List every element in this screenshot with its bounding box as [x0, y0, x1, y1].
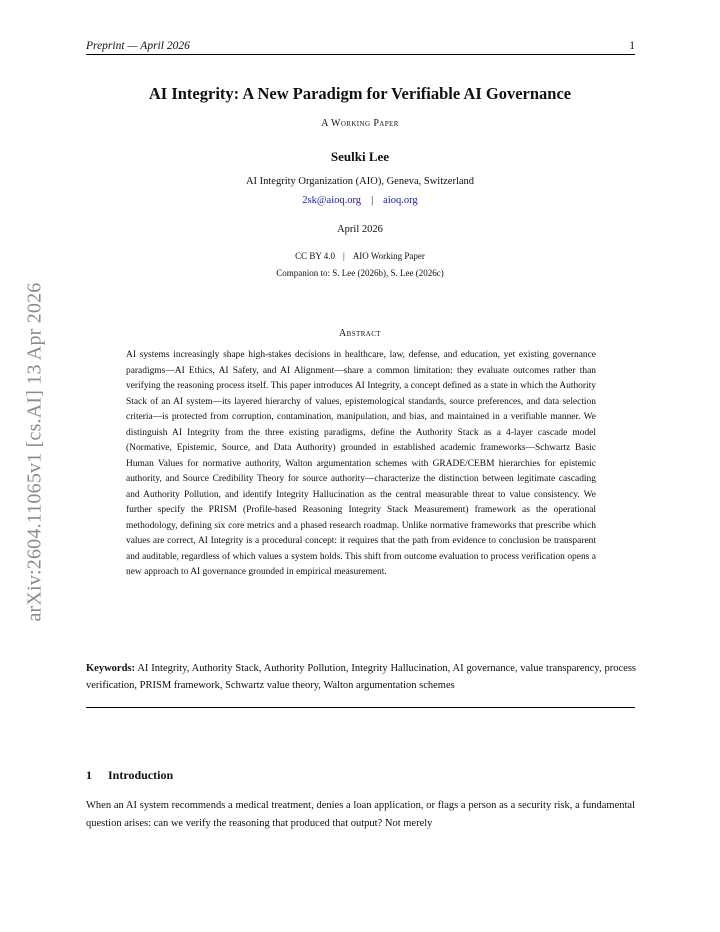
- running-header: [86, 38, 635, 55]
- license-line: [0, 251, 720, 261]
- abstract-heading: Abstract: [339, 328, 381, 339]
- section-divider: [86, 707, 635, 708]
- section-body-text: When an AI system recommends a medical treatment, denies a loan application, or flags a person as a security risk, a fundamental question arises: can we verify the reasoning that produced that output? Not merely: [86, 800, 635, 829]
- page-number: 1: [629, 40, 635, 52]
- section-heading: [86, 768, 173, 783]
- arxiv-sidebar: [21, 262, 49, 642]
- keywords-text: AI Integrity, Authority Stack, Authority Pollution, Integrity Hallucination, AI governance, value transparency, process verification, PRISM framework, Schwartz value theory, Walton argumentation schemes: [86, 663, 636, 691]
- email-link[interactable]: 2sk@aioq.org: [302, 195, 362, 206]
- license-separator: |: [343, 251, 345, 261]
- paper-title: AI Integrity: A New Paradigm for Verifiable AI Governance: [148, 84, 572, 103]
- keywords-block: [86, 660, 636, 694]
- license-name: CC BY 4.0: [295, 251, 335, 261]
- abstract-text: AI systems increasingly shape high-stakes decisions in healthcare, law, defense, and education, yet existing governance paradigms—AI Ethics, AI Safety, and AI Alignment—share a common limitation: they evaluate outcomes rather than verifying the reasoning process itself. This paper introduces AI Integrity, a concept defined as a state in which the Authority Stack of an AI system—its layered hierarchy of values, epistemological standards, source preferences, and data selection criteria—is protected from corruption, contamination, manipulation, and bias, and maintained in a verifiable manner. We distinguish AI Integrity from the three existing paradigms, define the Authority Stack as a 4-layer cascade model (Normative, Epistemic, Source, and Data Authority) grounded in established academic frameworks—Schwartz Basic Human Values for normative authority, Walton argumentation schemes with GRADE/CEBM hierarchies for epistemic authority, and Source Credibility Theory for source authority—characterize the distinction between legitimate cascading and Authority Pollution, and identify Integrity Hallucination as the central measurable threat to value consistency. We further specify the PRISM (Profile-based Reasoning Integrity Stack Measurement) framework as the operational methodology, defining six core metrics and a phased research roadmap. Unlike normative frameworks that prescribe which values are correct, AI Integrity is a procedural concept: it requires that the path from evidence to conclusion be transparent and auditable, regardless of which values a system holds. This shift from outcome evaluation to process verification opens a new approach to AI governance grounded in empirical measurement.: [126, 350, 596, 577]
- paper-date: April 2026: [337, 224, 383, 235]
- keywords-label: Keywords:: [86, 663, 135, 674]
- paper-series: AIO Working Paper: [352, 251, 425, 261]
- paper-subtitle: A Working Paper: [321, 118, 399, 129]
- section-number: 1: [86, 768, 92, 782]
- companion-note: Companion to: S. Lee (2026b), S. Lee (2026c): [276, 268, 444, 278]
- contact-separator: |: [371, 195, 374, 206]
- author-name: Seulki Lee: [330, 149, 390, 164]
- arxiv-identifier: arXiv:2604.11065v1 [cs.AI] 13 Apr 2026: [23, 282, 46, 622]
- contact-line: [0, 195, 720, 206]
- section-title: Introduction: [108, 768, 174, 782]
- header-left: Preprint — April 2026: [86, 40, 190, 52]
- website-link[interactable]: aioq.org: [383, 195, 418, 206]
- author-affiliation: AI Integrity Organization (AIO), Geneva, Switzerland: [245, 176, 475, 187]
